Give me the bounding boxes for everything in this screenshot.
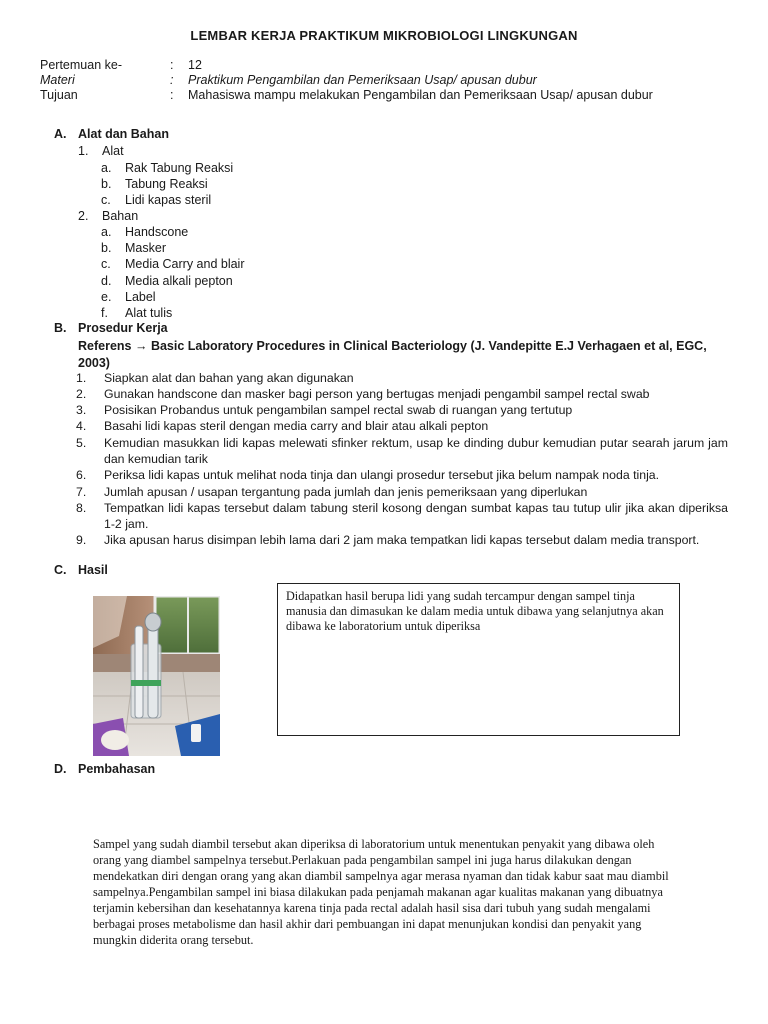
- document-title: LEMBAR KERJA PRAKTIKUM MIKROBIOLOGI LINGKUNGAN: [190, 28, 578, 43]
- section-a-heading: [54, 127, 169, 141]
- meta-colon: :: [170, 73, 174, 87]
- item-text: Media alkali pepton: [125, 274, 233, 288]
- procedure-step: [76, 501, 728, 532]
- meta-label: Pertemuan ke-: [40, 58, 122, 72]
- item-letter: a.: [101, 161, 112, 175]
- swab-tube-photo-illustration: [93, 596, 220, 756]
- meta-value: Praktikum Pengambilan dan Pemeriksaan Usap/ apusan dubur: [188, 73, 537, 87]
- procedure-step: [76, 436, 728, 467]
- step-text: Periksa lidi kapas untuk melihat noda tinja dan ulangi prosedur tersebut jika belum nampak noda tinja.: [104, 468, 660, 482]
- procedure-step: [76, 468, 728, 484]
- item-letter: e.: [101, 290, 112, 304]
- item-text: Tabung Reaksi: [125, 177, 208, 191]
- meta-value: Mahasiswa mampu melakukan Pengambilan dan Pemeriksaan Usap/ apusan dubur: [188, 88, 653, 102]
- section-letter: C.: [54, 563, 67, 577]
- step-text: Gunakan handscone dan masker bagi person yang bertugas menjadi pengambil sampel rectal swab: [104, 387, 650, 401]
- group-number: 2.: [78, 209, 89, 223]
- list-item: [101, 241, 166, 255]
- procedure-step: [76, 371, 728, 387]
- item-letter: b.: [101, 177, 112, 191]
- list-item: [101, 177, 208, 191]
- step-text: Jika apusan harus disimpan lebih lama dari 2 jam maka tempatkan lidi kapas tersebut dalam media transport.: [104, 533, 700, 547]
- section-title: Prosedur Kerja: [78, 321, 168, 335]
- section-letter: D.: [54, 762, 67, 776]
- step-text: Basahi lidi kapas steril dengan media carry and blair atau alkali pepton: [104, 419, 489, 433]
- step-number: 2.: [76, 387, 87, 401]
- step-text: Jumlah apusan / usapan tergantung pada jumlah dan jenis pemeriksaan yang diperlukan: [104, 485, 588, 499]
- item-text: Media Carry and blair: [125, 257, 245, 271]
- list-item: [101, 161, 233, 175]
- meta-colon: :: [170, 88, 174, 102]
- list-item: [101, 306, 172, 320]
- step-number: 4.: [76, 419, 87, 433]
- procedure-step: [76, 387, 728, 403]
- group-alat: [78, 144, 124, 158]
- list-item: [101, 290, 156, 304]
- item-letter: a.: [101, 225, 112, 239]
- step-text: Posisikan Probandus untuk pengambilan sampel rectal swab di ruangan yang tertutup: [104, 403, 573, 417]
- step-number: 1.: [76, 371, 87, 385]
- step-text: Kemudian masukkan lidi kapas melewati sfinker rektum, usap ke dinding dubur kemudian putar searah jarum jam dan kemudian tarik: [104, 436, 728, 466]
- item-text: Label: [125, 290, 156, 304]
- step-number: 9.: [76, 533, 87, 547]
- step-number: 7.: [76, 485, 87, 499]
- procedure-step: [76, 533, 728, 549]
- procedure-step: [76, 419, 728, 435]
- section-d-heading: [54, 762, 155, 776]
- meta-label: Materi: [40, 73, 75, 87]
- item-letter: d.: [101, 274, 112, 288]
- step-number: 6.: [76, 468, 87, 482]
- step-number: 3.: [76, 403, 87, 417]
- group-title: Alat: [102, 144, 124, 158]
- item-letter: b.: [101, 241, 112, 255]
- result-photo: [93, 596, 220, 756]
- reference-text: Referens → Basic Laboratory Procedures in Clinical Bacteriology (J. Vandepitte E.J Verhagaen et al, EGC, 2003): [78, 339, 707, 370]
- step-text: Tempatkan lidi kapas tersebut dalam tabung steril kosong dengan sumbat kapas tau tutup ulir jika akan diperiksa 1-2 jam.: [104, 501, 728, 531]
- item-text: Lidi kapas steril: [125, 193, 212, 207]
- section-title: Alat dan Bahan: [78, 127, 169, 141]
- meta-value: 12: [188, 58, 202, 72]
- discussion-text: Sampel yang sudah diambil tersebut akan diperiksa di laboratorium untuk menentukan penyakit yang dibawa oleh orang yang diambel sampelnya tersebut.Perlakuan pada pengambilan sampel ini juga harus dilakukan dengan mendekatkan diri dengan orang yang akan diambil sampelnya agar merasa nyaman dan tidak kabur saat mau diambil sampelnya.Pengambilan sampel ini biasa dilakukan pada penjamah makanan agar kualitas makanan yang dibuatnya terjamin kebersihan dan kesehatannya karena tinja pada rectal adalah hasil sisa dari tubuh yang sudah mengalami berbagai proses metabolisme dan hasil akhir dari pembuangan ini dapat menunjukan kondisi dan penyakit yang mungkin diderita orang tersebut.: [93, 837, 669, 947]
- section-b-heading: [54, 321, 168, 335]
- list-item: [101, 257, 245, 271]
- item-letter: c.: [101, 257, 111, 271]
- section-title: Hasil: [78, 563, 108, 577]
- result-box: Didapatkan hasil berupa lidi yang sudah tercampur dengan sampel tinja manusia dan dimasukan ke dalam media untuk dibawa yang selanjutnya akan dibawa ke laboratorium untuk diperiksa: [277, 583, 680, 736]
- item-letter: c.: [101, 193, 111, 207]
- group-title: Bahan: [102, 209, 139, 223]
- section-c-heading: [54, 563, 108, 577]
- list-item: [101, 225, 188, 239]
- item-text: Masker: [125, 241, 166, 255]
- group-bahan: [78, 209, 138, 223]
- group-number: 1.: [78, 144, 89, 158]
- step-number: 8.: [76, 501, 87, 515]
- step-number: 5.: [76, 436, 87, 450]
- item-text: Handscone: [125, 225, 189, 239]
- step-text: Siapkan alat dan bahan yang akan digunakan: [104, 371, 354, 385]
- section-letter: B.: [54, 321, 67, 335]
- list-item: [101, 274, 233, 288]
- procedure-step: [76, 485, 728, 501]
- item-text: Alat tulis: [125, 306, 173, 320]
- meta-colon: :: [170, 58, 174, 72]
- section-letter: A.: [54, 127, 67, 141]
- item-text: Rak Tabung Reaksi: [125, 161, 234, 175]
- meta-label: Tujuan: [40, 88, 78, 102]
- procedure-step: [76, 403, 728, 419]
- list-item: [101, 193, 211, 207]
- item-letter: f.: [101, 306, 108, 320]
- section-title: Pembahasan: [78, 762, 156, 776]
